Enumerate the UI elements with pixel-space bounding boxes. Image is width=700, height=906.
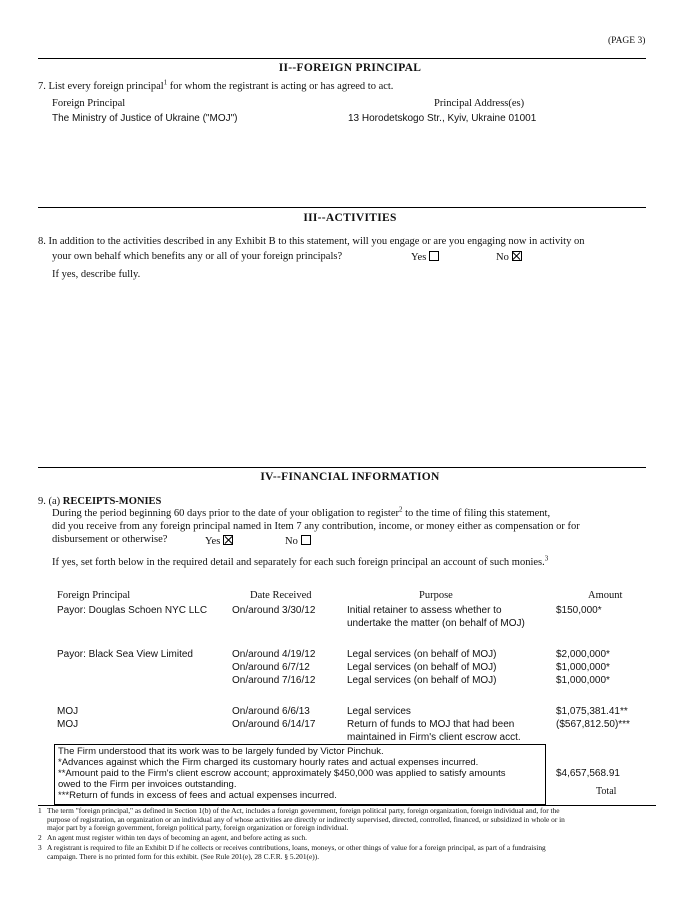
q8-no-checkbox[interactable]	[512, 251, 522, 261]
row-date: On/around 6/7/12	[232, 662, 310, 673]
row-amount: ($567,812.50)***	[556, 719, 630, 730]
section-divider	[38, 467, 646, 468]
row-purpose-cont: undertake the matter (on behalf of MOJ)	[347, 618, 525, 629]
table-header-principal: Foreign Principal	[57, 590, 131, 601]
total-label: Total	[596, 786, 617, 797]
row-purpose: Legal services (on behalf of MOJ)	[347, 675, 497, 686]
row-principal: MOJ	[57, 706, 79, 717]
row-date: On/around 4/19/12	[232, 649, 316, 660]
row-date: On/around 6/14/17	[232, 719, 316, 730]
row-amount: $2,000,000*	[556, 649, 610, 660]
row-amount: $1,075,381.41**	[556, 706, 628, 717]
section-divider	[38, 207, 646, 208]
q8-no-option[interactable]	[496, 251, 522, 263]
section-divider	[38, 58, 646, 59]
footnote-3: 3 A registrant is required to file an Exhibit D if he collects or receives contributions, loans, moneys, or other things of value for a foreign principal, as part of a fundraising campaign. There is no printed form for this exhibit. (See Rule 201(e), 28 C.F.R. § 5.201(e)).	[38, 843, 546, 861]
q9-yes-option[interactable]	[205, 535, 233, 547]
table-header-purpose: Purpose	[419, 590, 453, 601]
question-8-line2: your own behalf which benefits any or all of your foreign principals?	[52, 251, 343, 262]
question-8-describe: If yes, describe fully.	[52, 269, 141, 280]
question-9a-line3: disbursement or otherwise?	[52, 534, 168, 545]
q8-no-label: No	[496, 252, 509, 263]
footnote-2: 2 An agent must register within ten days of becoming an agent, and before acting as such.	[38, 833, 308, 842]
total-amount: $4,657,568.91	[556, 768, 620, 779]
note-line: The Firm understood that its work was to be largely funded by Victor Pinchuk.	[58, 746, 384, 757]
row-principal: Payor: Black Sea View Limited	[57, 649, 193, 660]
row-date: On/around 7/16/12	[232, 675, 316, 686]
q9-no-checkbox[interactable]	[301, 535, 311, 545]
notes-box	[54, 744, 546, 805]
section-heading-financial-information: IV--FINANCIAL INFORMATION	[260, 471, 440, 483]
row-principal: MOJ	[57, 719, 79, 730]
q8-yes-checkbox[interactable]	[429, 251, 439, 261]
section-heading-activities: III--ACTIVITIES	[303, 212, 397, 224]
q9-yes-label: Yes	[205, 536, 221, 547]
principal-name: The Ministry of Justice of Ukraine ("MOJ")	[52, 113, 238, 124]
question-7: 7. List every foreign principal$^1$ for whom the registrant is acting or has agreed to act.	[38, 78, 394, 92]
table-header-amount: Amount	[588, 590, 623, 601]
row-purpose: Initial retainer to assess whether to	[347, 605, 502, 616]
principal-address: 13 Horodetskogo Str., Kyiv, Ukraine 01001	[348, 113, 537, 124]
row-date: On/around 3/30/12	[232, 605, 316, 616]
note-line: owed to the Firm per invoices outstanding.	[58, 779, 237, 790]
row-purpose: Legal services	[347, 706, 411, 717]
question-9a-title: 9. (a) RECEIPTS-MONIES	[38, 496, 162, 507]
row-purpose-cont: maintained in Firm's client escrow acct.	[347, 732, 521, 743]
q9-no-label: No	[285, 536, 298, 547]
note-line: ***Return of funds in excess of fees and actual expenses incurred.	[58, 790, 337, 801]
row-amount: $150,000*	[556, 605, 602, 616]
row-amount: $1,000,000*	[556, 662, 610, 673]
row-amount: $1,000,000*	[556, 675, 610, 686]
table-header-date: Date Received	[250, 590, 312, 601]
q8-yes-option[interactable]	[411, 251, 439, 263]
question-9a-instructions: If yes, set forth below in the required detail and separately for each such foreign principal an account of such monies.$^3$	[52, 554, 549, 568]
page-label: (PAGE 3)	[608, 36, 646, 46]
q9-no-option[interactable]	[285, 535, 311, 547]
note-line: *Advances against which the Firm charged its customary hourly rates and actual expenses incurred.	[58, 757, 479, 768]
q9-yes-checkbox[interactable]	[223, 535, 233, 545]
question-8-line1: 8. In addition to the activities described in any Exhibit B to this statement, will you engage or are you engaging now in activity on	[38, 236, 585, 247]
q8-yes-label: Yes	[411, 252, 427, 263]
col-header-principal-address: Principal Address(es)	[434, 98, 525, 109]
note-line: **Amount paid to the Firm's client escrow account; approximately $450,000 was applied to satisfy amounts	[58, 768, 506, 779]
question-9a-line2: did you receive from any foreign principal named in Item 7 any contribution, income, or money either as compensation or for	[52, 521, 580, 532]
section-heading-foreign-principal: II--FOREIGN PRINCIPAL	[278, 62, 422, 74]
row-purpose: Legal services (on behalf of MOJ)	[347, 649, 497, 660]
footnote-1: 1 The term "foreign principal," as defined in Section 1(b) of the Act, includes a foreign government, foreign political party, foreign organization, foreign individual and, for the purpose of registration, an organization or an individual any of whose activities are directly or indirectly supervised, directed, controlled, financed, or subsidized in whole or in major part by a foreign government, foreign political party, foreign organization or foreign individual.	[38, 806, 565, 833]
question-9a-line1: During the period beginning 60 days prior to the date of your obligation to register$^2$ to the time of filing this statement,	[52, 505, 551, 519]
row-purpose: Legal services (on behalf of MOJ)	[347, 662, 497, 673]
col-header-foreign-principal: Foreign Principal	[52, 98, 126, 109]
row-date: On/around 6/6/13	[232, 706, 310, 717]
row-purpose: Return of funds to MOJ that had been	[347, 719, 515, 730]
table-row	[57, 605, 207, 616]
row-principal: Payor: Douglas Schoen NYC LLC	[57, 605, 208, 616]
